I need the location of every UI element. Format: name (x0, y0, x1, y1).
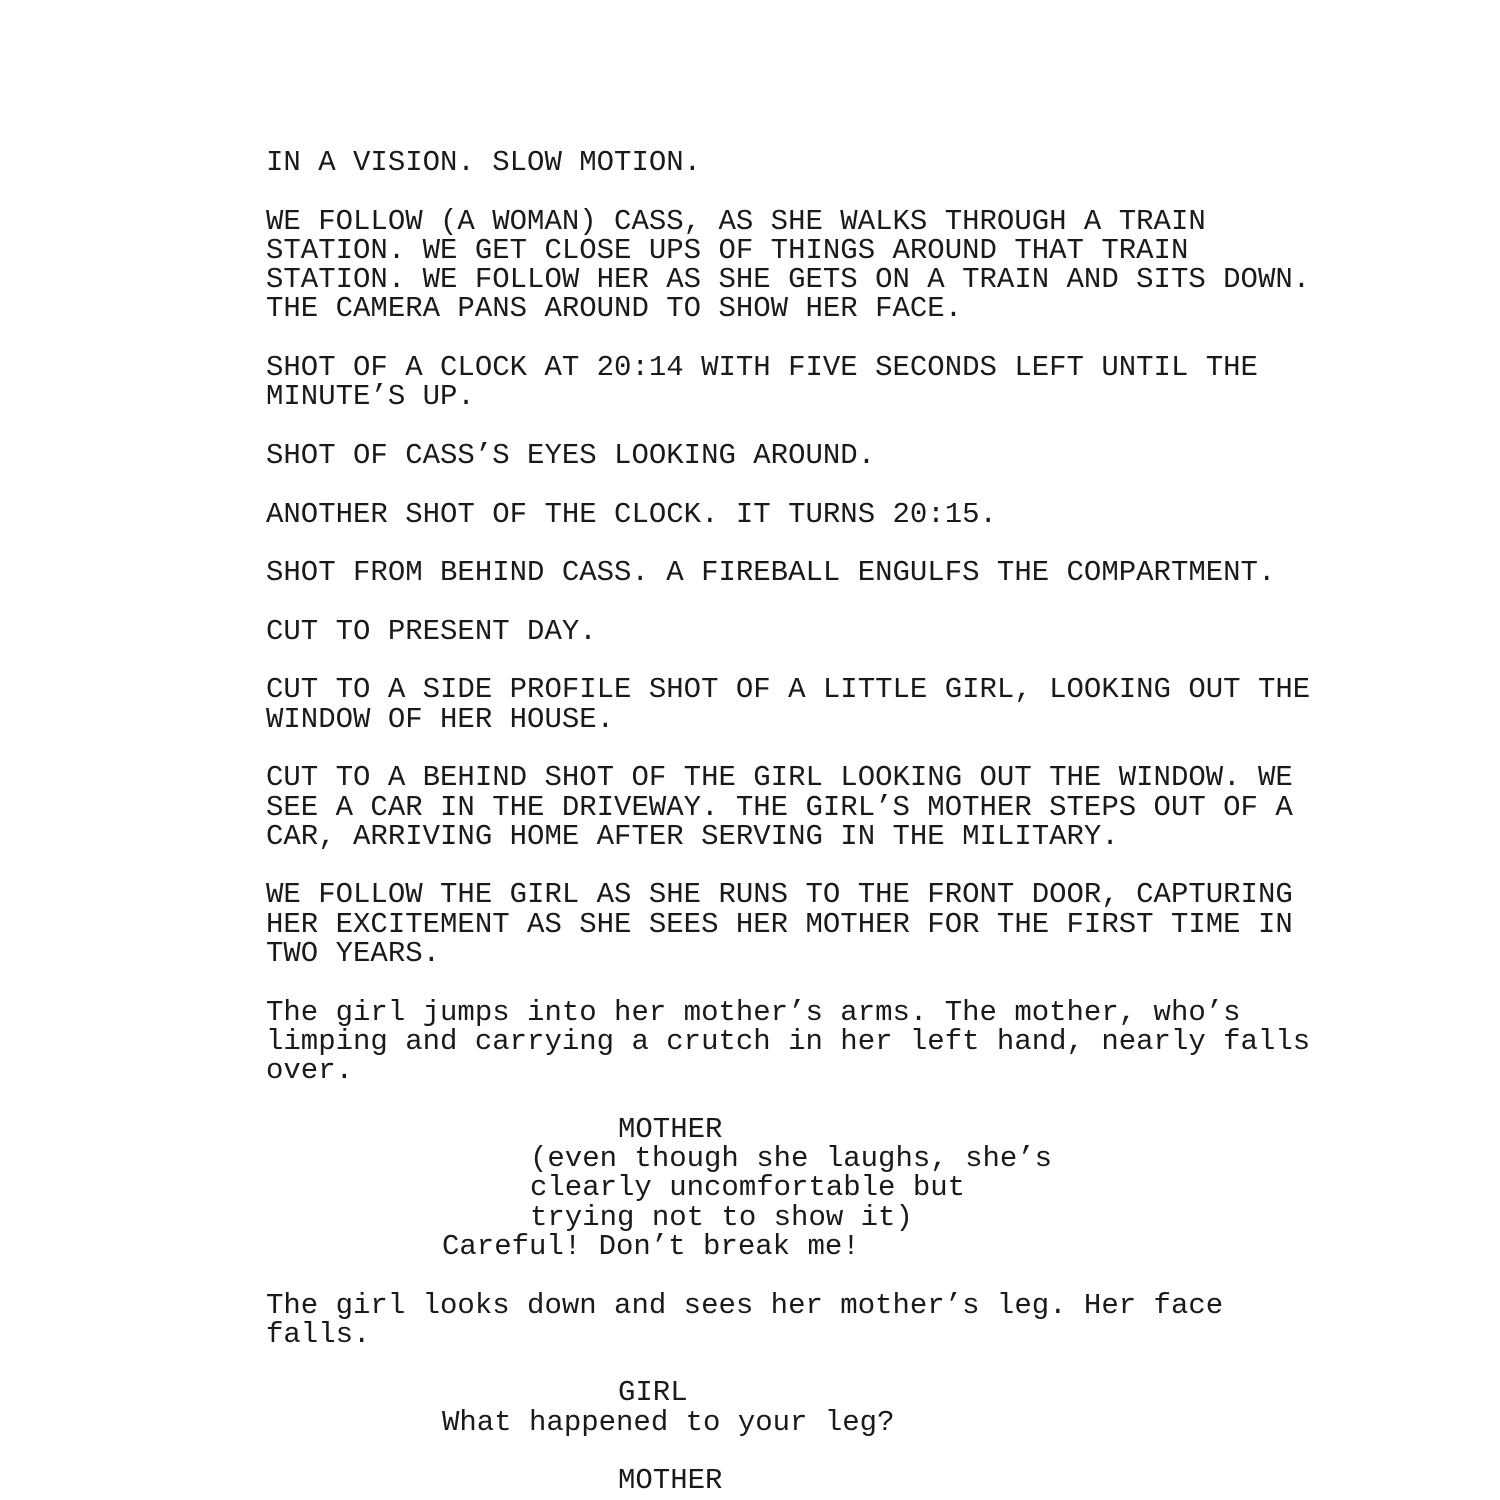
parenthetical: (even though she laughs, she’s clearly uncomfortable but trying not to show it) (530, 1142, 1053, 1234)
action-line: IN A VISION. SLOW MOTION. (266, 146, 702, 179)
screenplay-page (266, 148, 1366, 1496)
action-paragraph: WE FOLLOW (A WOMAN) CASS, AS SHE WALKS THROUGH A TRAIN STATION. WE GET CLOSE UPS OF THINGS AROUND THAT TRAIN STATION. WE FOLLOW HER AS SHE GETS ON A TRAIN AND SITS DOWN. THE CAMERA PANS AROUND TO SHOW HER FACE. (266, 204, 1311, 326)
action-paragraph: The girl jumps into her mother’s arms. The mother, who’s limping and carrying a crutch in her left hand, nearly falls over. (266, 995, 1311, 1088)
character-cue: MOTHER (618, 1112, 723, 1146)
action-paragraph: SHOT OF CASS’S EYES LOOKING AROUND. (266, 438, 876, 472)
dialogue-line: Careful! Don’t break me! (442, 1229, 860, 1263)
dialogue-block-mother (266, 1112, 1366, 1263)
character-cue: GIRL (618, 1376, 688, 1410)
action-paragraph: ANOTHER SHOT OF THE CLOCK. IT TURNS 20:15. (266, 497, 997, 531)
dialogue-block-mother-2 (266, 1464, 1366, 1498)
action-paragraph: The girl looks down and sees her mother’s leg. Her face falls. (266, 1288, 1224, 1351)
dialogue-line: What happened to your leg? (442, 1405, 895, 1439)
action-paragraph: SHOT OF A CLOCK AT 20:14 WITH FIVE SECONDS LEFT UNTIL THE MINUTE’S UP. (266, 351, 1258, 414)
action-paragraph: WE FOLLOW THE GIRL AS SHE RUNS TO THE FRONT DOOR, CAPTURING HER EXCITEMENT AS SHE SEES HER MOTHER FOR THE FIRST TIME IN TWO YEARS. (266, 878, 1293, 971)
transition: CUT TO PRESENT DAY. (266, 614, 597, 648)
action-paragraph: SHOT FROM BEHIND CASS. A FIREBALL ENGULFS THE COMPARTMENT. (266, 556, 1276, 590)
character-cue: MOTHER (618, 1464, 723, 1498)
action-paragraph: CUT TO A SIDE PROFILE SHOT OF A LITTLE GIRL, LOOKING OUT THE WINDOW OF HER HOUSE. (266, 673, 1311, 736)
action-paragraph: CUT TO A BEHIND SHOT OF THE GIRL LOOKING OUT THE WINDOW. WE SEE A CAR IN THE DRIVEWAY. THE GIRL’S MOTHER STEPS OUT OF A CAR, ARRIVING HOME AFTER SERVING IN THE MILITARY. (266, 761, 1293, 853)
dialogue-block-girl (266, 1378, 1366, 1437)
